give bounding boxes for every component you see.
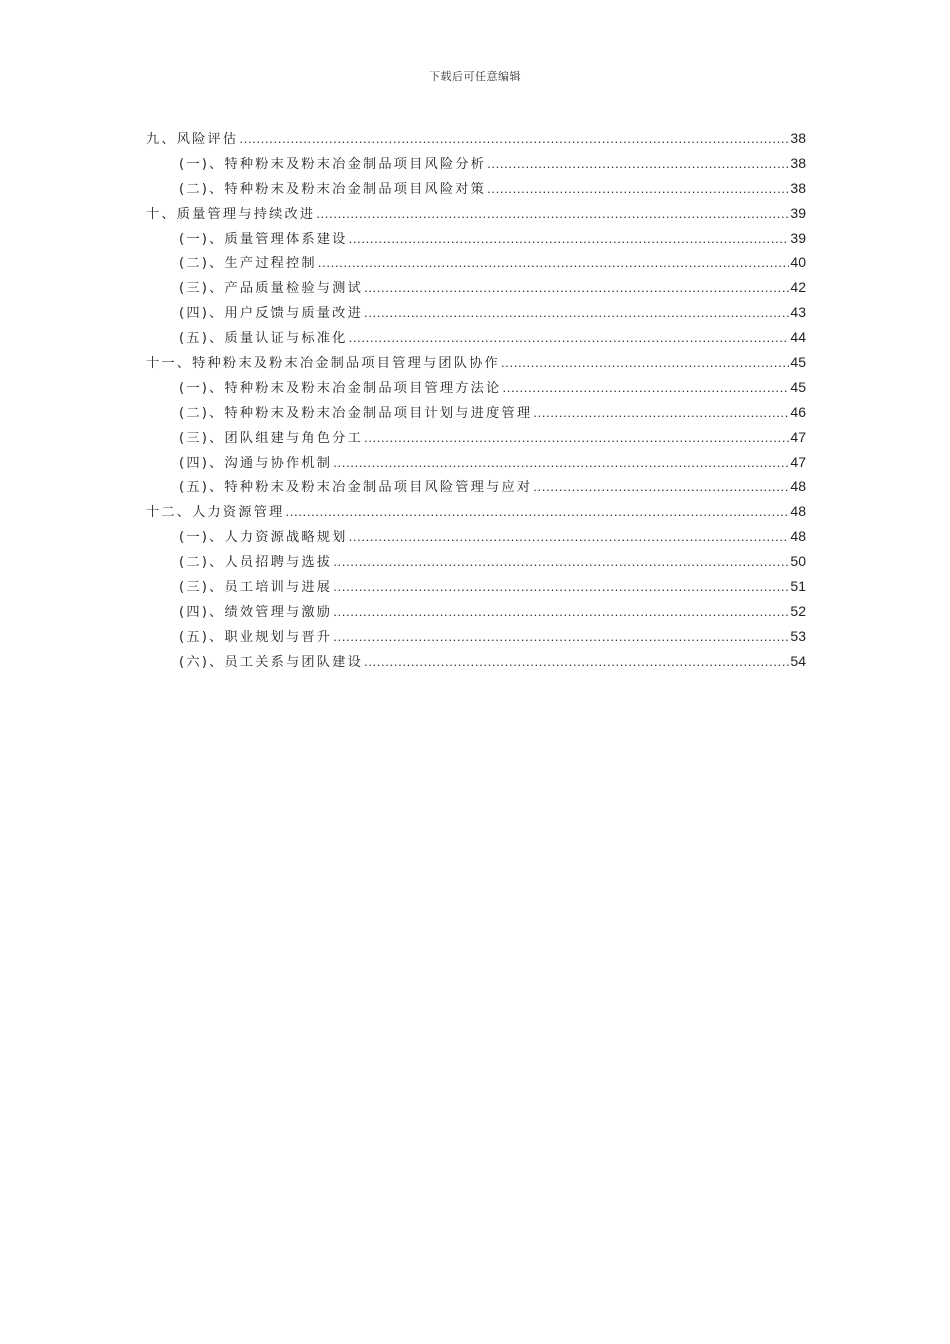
toc-entry-title: (四)、沟通与协作机制 — [179, 455, 333, 471]
toc-page-number: 47 — [790, 428, 806, 445]
toc-section-entry[interactable] — [146, 325, 806, 350]
toc-chapter-entry[interactable] — [146, 350, 806, 375]
toc-dot-leader — [349, 326, 790, 351]
toc-page-number: 45 — [790, 378, 806, 395]
toc-entry-title: (二)、特种粉末及粉末冶金制品项目计划与进度管理 — [179, 405, 533, 421]
toc-section-entry[interactable] — [146, 151, 806, 176]
toc-entry-title: (三)、员工培训与进展 — [179, 580, 333, 596]
toc-section-entry[interactable] — [146, 250, 806, 275]
toc-entry-title: (三)、产品质量检验与测试 — [179, 281, 363, 297]
toc-dot-leader — [487, 177, 789, 202]
toc-entry-title: 九、风险评估 — [146, 132, 239, 147]
toc-page-number: 47 — [790, 453, 806, 470]
toc-dot-leader — [239, 127, 789, 152]
toc-page-number: 39 — [790, 204, 806, 221]
toc-page-number: 40 — [790, 254, 806, 271]
toc-page-number: 39 — [790, 229, 806, 246]
toc-entry-title: (一)、质量管理体系建设 — [179, 231, 348, 247]
toc-page-number: 54 — [790, 652, 806, 669]
toc-section-entry[interactable] — [146, 425, 806, 450]
toc-page-number: 51 — [790, 578, 806, 595]
toc-entry-title: (五)、特种粉末及粉末冶金制品项目风险管理与应对 — [179, 480, 533, 496]
toc-dot-leader — [333, 451, 789, 476]
toc-dot-leader — [333, 625, 789, 650]
toc-entry-title: (二)、生产过程控制 — [179, 256, 317, 272]
toc-dot-leader — [364, 301, 789, 326]
toc-dot-leader — [333, 600, 789, 625]
toc-entry-title: 十一、特种粉末及粉末冶金制品项目管理与团队协作 — [146, 356, 500, 372]
toc-page-number: 43 — [790, 304, 806, 321]
toc-page-number: 53 — [790, 627, 806, 644]
toc-section-entry[interactable] — [146, 624, 806, 649]
toc-entry-title: (六)、员工关系与团队建设 — [179, 654, 363, 670]
toc-section-entry[interactable] — [146, 400, 806, 425]
toc-entry-title: (二)、特种粉末及粉末冶金制品项目风险对策 — [179, 181, 487, 197]
toc-page-number: 38 — [790, 179, 806, 196]
toc-entry-title: (五)、职业规划与晋升 — [179, 629, 333, 645]
toc-dot-leader — [502, 376, 789, 401]
toc-dot-leader — [364, 426, 789, 451]
toc-dot-leader — [333, 550, 789, 575]
toc-entry-title: (一)、特种粉末及粉末冶金制品项目管理方法论 — [179, 380, 502, 396]
toc-dot-leader — [349, 227, 790, 252]
toc-page-number: 44 — [790, 329, 806, 346]
toc-dot-leader — [333, 575, 789, 600]
toc-dot-leader — [286, 500, 790, 525]
toc-dot-leader — [318, 251, 790, 276]
toc-dot-leader — [533, 475, 789, 500]
toc-chapter-entry[interactable] — [146, 201, 806, 226]
toc-section-entry[interactable] — [146, 549, 806, 574]
toc-entry-title: (二)、人员招聘与选拔 — [179, 555, 333, 571]
toc-section-entry[interactable] — [146, 176, 806, 201]
toc-entry-title: (四)、用户反馈与质量改进 — [179, 306, 363, 322]
table-of-contents — [146, 126, 806, 674]
toc-section-entry[interactable] — [146, 599, 806, 624]
toc-entry-title: (一)、人力资源战略规划 — [179, 530, 348, 546]
toc-page-number: 42 — [790, 279, 806, 296]
toc-page-number: 48 — [790, 503, 806, 520]
toc-page-number: 38 — [790, 154, 806, 171]
toc-chapter-entry[interactable] — [146, 126, 806, 151]
toc-dot-leader — [349, 525, 790, 550]
toc-section-entry[interactable] — [146, 300, 806, 325]
toc-section-entry[interactable] — [146, 275, 806, 300]
page-header: 下载后可任意编辑 — [429, 70, 521, 83]
toc-section-entry[interactable] — [146, 375, 806, 400]
toc-dot-leader — [487, 152, 789, 177]
toc-dot-leader — [364, 650, 789, 675]
toc-entry-title: 十、质量管理与持续改进 — [146, 206, 316, 222]
toc-section-entry[interactable] — [146, 450, 806, 475]
toc-dot-leader — [501, 351, 790, 376]
toc-entry-title: (五)、质量认证与标准化 — [179, 331, 348, 347]
toc-chapter-entry[interactable] — [146, 499, 806, 524]
toc-section-entry[interactable] — [146, 524, 806, 549]
toc-page-number: 52 — [790, 602, 806, 619]
toc-page-number: 48 — [790, 478, 806, 495]
toc-page-number: 46 — [790, 403, 806, 420]
toc-page-number: 50 — [790, 553, 806, 570]
toc-dot-leader — [533, 401, 789, 426]
toc-entry-title: (一)、特种粉末及粉末冶金制品项目风险分析 — [179, 156, 487, 172]
toc-page-number: 48 — [790, 528, 806, 545]
toc-section-entry[interactable] — [146, 226, 806, 251]
toc-dot-leader — [316, 202, 789, 227]
toc-entry-title: 十二、人力资源管理 — [146, 505, 285, 521]
toc-page-number: 38 — [790, 130, 806, 146]
toc-dot-leader — [364, 276, 789, 301]
toc-section-entry[interactable] — [146, 474, 806, 499]
toc-entry-title: (四)、绩效管理与激励 — [179, 604, 333, 620]
toc-page-number: 45 — [790, 354, 806, 371]
toc-section-entry[interactable] — [146, 649, 806, 674]
toc-entry-title: (三)、团队组建与角色分工 — [179, 430, 363, 446]
toc-section-entry[interactable] — [146, 574, 806, 599]
